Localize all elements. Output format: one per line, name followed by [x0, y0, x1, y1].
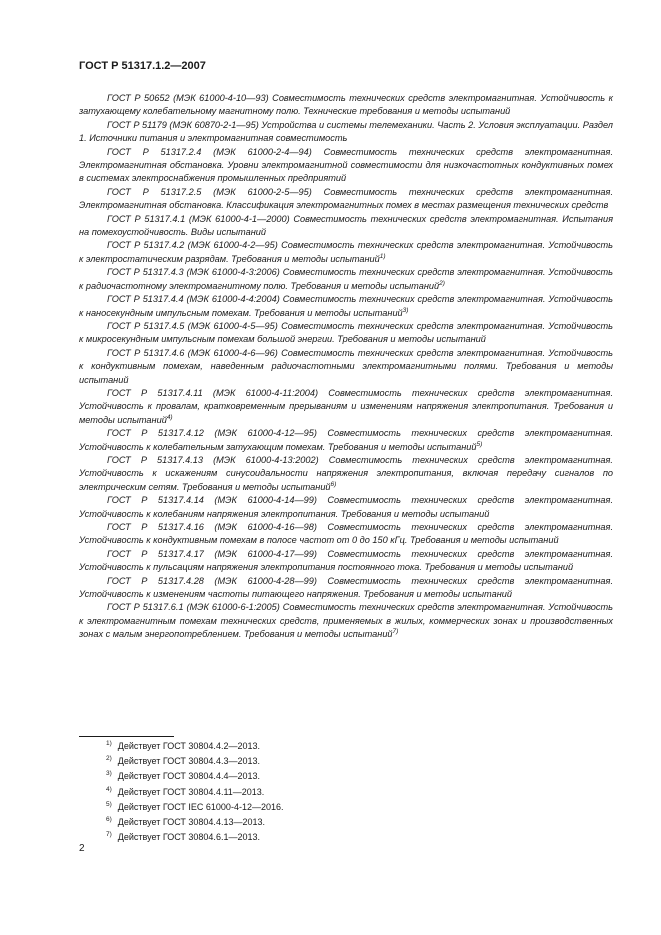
reference-item: ГОСТ Р 51317.4.3 (МЭК 61000-4-3:2006) Совместимость технических средств электромагнитная. Устойчивость к радиочастотному электромагнитному полю. Требования и методы испытаний$^{2)}$ — [79, 267, 613, 291]
reference-item: ГОСТ Р 51317.4.17 (МЭК 61000-4-17—99) Совместимость технических средств электромагнитная. Устойчивость к пульсациям напряжения электропитания постоянного тока. Требования и методы испытаний — [79, 548, 613, 573]
reference-item: ГОСТ Р 51317.4.4 (МЭК 61000-4-4:2004) Совместимость технических средств электромагнитная. Устойчивость к наносекундным импульсным помехам. Требования и методы испытаний$^{3)}$ — [79, 294, 613, 318]
footnote-item: $^{3)}$ Действует ГОСТ 30804.4.4—2013. — [106, 770, 260, 782]
reference-item: ГОСТ Р 51317.4.11 (МЭК 61000-4-11:2004) Совместимость технических средств электромагнитная. Устойчивость к провалам, кратковременным прерываниям и изменениям напряжения электропитания. Требования и методы испытаний$^{4)}$ — [79, 387, 613, 425]
reference-item: ГОСТ Р 51317.4.16 (МЭК 61000-4-16—98) Совместимость технических средств электромагнитная. Устойчивость к кондуктивным помехам в полосе частот от 0 до 150 кГц. Требования и методы испытаний — [79, 522, 613, 546]
reference-item: ГОСТ Р 50652 (МЭК 61000-4-10—93) Совместимость технических средств электромагнитная. Устойчивость к затухающему колебательному магнитному полю. Технические требования и методы испытаний — [79, 93, 613, 117]
reference-item: ГОСТ Р 51317.4.12 (МЭК 61000-4-12—95) Совместимость технических средств электромагнитная. Устойчивость к колебательным затухающим помехам. Требования и методы испытаний$^{5)}$ — [79, 428, 613, 452]
reference-item: ГОСТ Р 51317.4.2 (МЭК 61000-4-2—95) Совместимость технических средств электромагнитная. Устойчивость к электростатическим разрядам. Требования и методы испытаний$^{1)}$ — [79, 240, 613, 264]
footnote-item: $^{5)}$ Действует ГОСТ IEC 61000-4-12—2016. — [106, 800, 284, 812]
reference-item: ГОСТ Р 51317.6.1 (МЭК 61000-6-1:2005) Совместимость технических средств электромагнитная. Устойчивость к электромагнитным помехам технических средств, применяемых в жилых, коммерческих зонах и производственных зонах с малым энергопотреблением. Требования и методы испытаний$^{7)}$ — [79, 602, 613, 640]
normative-references — [79, 92, 613, 642]
footnote-item: $^{6)}$ Действует ГОСТ 30804.4.13—2013. — [106, 816, 265, 828]
reference-item: ГОСТ Р 51317.4.28 (МЭК 61000-4-28—99) Совместимость технических средств электромагнитная. Устойчивость к изменениям частоты питающего напряжения. Требования и методы испытаний — [79, 575, 613, 600]
footnote-item: $^{7)}$ Действует ГОСТ 30804.6.1—2013. — [106, 831, 260, 843]
reference-item: ГОСТ Р 51317.4.13 (МЭК 61000-4-13:2002) Совместимость технических средств электромагнитная. Устойчивость к искажениям синусоидальности напряжения электропитания, включая передачу сигналов по электрическим сетям. Требования и методы испытаний$^{6)}$ — [79, 454, 613, 492]
footnote-item: $^{1)}$ Действует ГОСТ 30804.4.2—2013. — [106, 740, 260, 751]
footnote-item: $^{2)}$ Действует ГОСТ 30804.4.3—2013. — [106, 755, 260, 767]
footnote-item: $^{4)}$ Действует ГОСТ 30804.4.11—2013. — [106, 785, 265, 797]
reference-item: ГОСТ Р 51317.4.14 (МЭК 61000-4-14—99) Совместимость технических средств электромагнитная. Устойчивость к колебаниям напряжения электропитания. Требования и методы испытаний — [79, 495, 613, 519]
reference-item: ГОСТ Р 51179 (МЭК 60870-2-1—95) Устройства и системы телемеханики. Часть 2. Условия эксплуатации. Раздел 1. Источники питания и электромагнитная совместимость — [79, 119, 613, 144]
footnote-divider — [79, 736, 174, 737]
reference-item: ГОСТ Р 51317.2.4 (МЭК 61000-2-4—94) Совместимость технических средств электромагнитная. Электромагнитная обстановка. Уровни электромагнитной совместимости для низкочастотных кондуктивных помех в системах электроснабжения промышленных предприятий — [79, 146, 613, 184]
reference-item: ГОСТ Р 51317.4.5 (МЭК 61000-4-5—95) Совместимость технических средств электромагнитная. Устойчивость к микросекундным импульсным помехам большой энергии. Требования и методы испытаний — [79, 320, 613, 345]
page-number: 2 — [79, 843, 85, 854]
document-header: ГОСТ Р 51317.1.2—2007 — [79, 60, 206, 72]
reference-item: ГОСТ Р 51317.4.1 (МЭК 61000-4-1—2000) Совместимость технических средств электромагнитная. Испытания на помехоустойчивость. Виды испытаний — [79, 213, 613, 238]
reference-item: ГОСТ Р 51317.2.5 (МЭК 61000-2-5—95) Совместимость технических средств электромагнитная. Электромагнитная обстановка. Классификация электромагнитных помех в местах размещения технических средств — [79, 186, 613, 211]
footnotes — [106, 739, 283, 845]
reference-item: ГОСТ Р 51317.4.6 (МЭК 61000-4-6—96) Совместимость технических средств электромагнитная. Устойчивость к кондуктивным помехам, наведенным радиочастотными электромагнитными полями. Требования и методы испытаний — [79, 347, 613, 385]
